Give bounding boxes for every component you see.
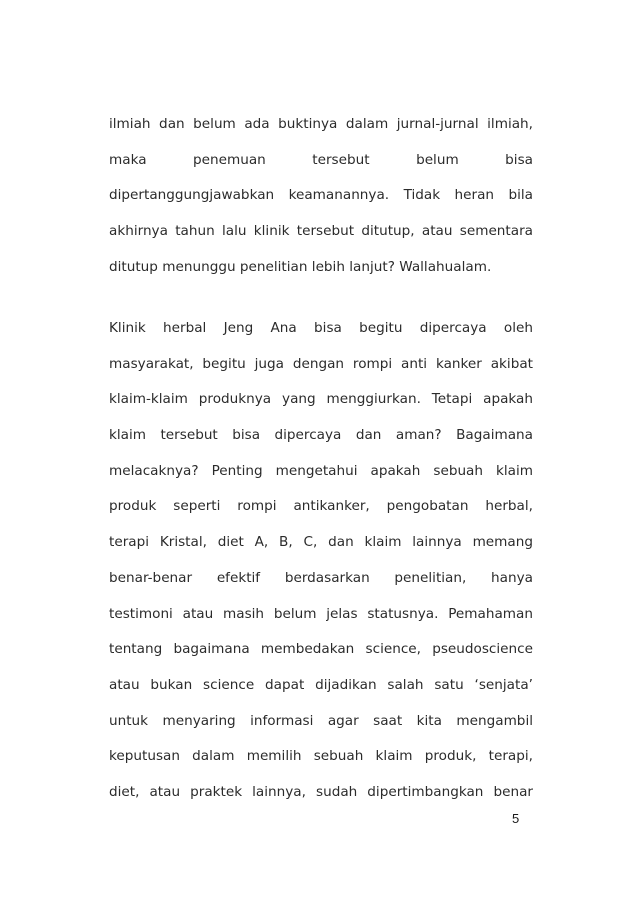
text-line: melacaknya? Penting mengetahui apakah sebuah klaim xyxy=(109,462,533,479)
text-line: Klinik herbal Jeng Ana bisa begitu dipercaya oleh xyxy=(109,320,533,336)
text-line: klaim-klaim produknya yang menggiurkan. Tetapi apakah xyxy=(109,391,533,408)
text-line: benar-benar efektif berdasarkan penelitian, hanya xyxy=(109,569,533,586)
text-line: akhirnya tahun lalu klinik tersebut ditutup, atau sementara xyxy=(109,223,533,240)
text-line: masyarakat, begitu juga dengan rompi anti kanker akibat xyxy=(109,355,533,372)
text-line: keputusan dalam memilih sebuah klaim produk, terapi, xyxy=(109,748,533,765)
text-line: terapi Kristal, diet A, B, C, dan klaim lainnya memang xyxy=(109,534,533,551)
text-line: klaim tersebut bisa dipercaya dan aman? Bagaimana xyxy=(109,427,533,444)
text-line: atau bukan science dapat dijadikan salah satu ‘senjata’ xyxy=(109,676,533,693)
text-line: diet, atau praktek lainnya, sudah dipertimbangkan benar xyxy=(109,783,533,800)
paragraph-1 xyxy=(109,114,533,292)
text-line: dipertanggungjawabkan keamanannya. Tidak heran bila xyxy=(109,187,533,204)
text-line: untuk menyaring informasi agar saat kita mengambil xyxy=(109,712,533,729)
text-line: produk seperti rompi antikanker, pengobatan herbal, xyxy=(109,498,533,515)
page-number: 5 xyxy=(512,811,520,826)
text-line: tentang bagaimana membedakan science, pseudoscience xyxy=(109,641,533,658)
text-line: ilmiah dan belum ada buktinya dalam jurnal-jurnal ilmiah, xyxy=(109,116,533,132)
paragraph-2 xyxy=(109,318,533,818)
text-line: maka penemuan tersebut belum bisa xyxy=(109,151,533,168)
text-line: ditutup menunggu penelitian lebih lanjut? Wallahualam. xyxy=(109,258,492,275)
text-line: testimoni atau masih belum jelas statusnya. Pemahaman xyxy=(109,605,533,622)
